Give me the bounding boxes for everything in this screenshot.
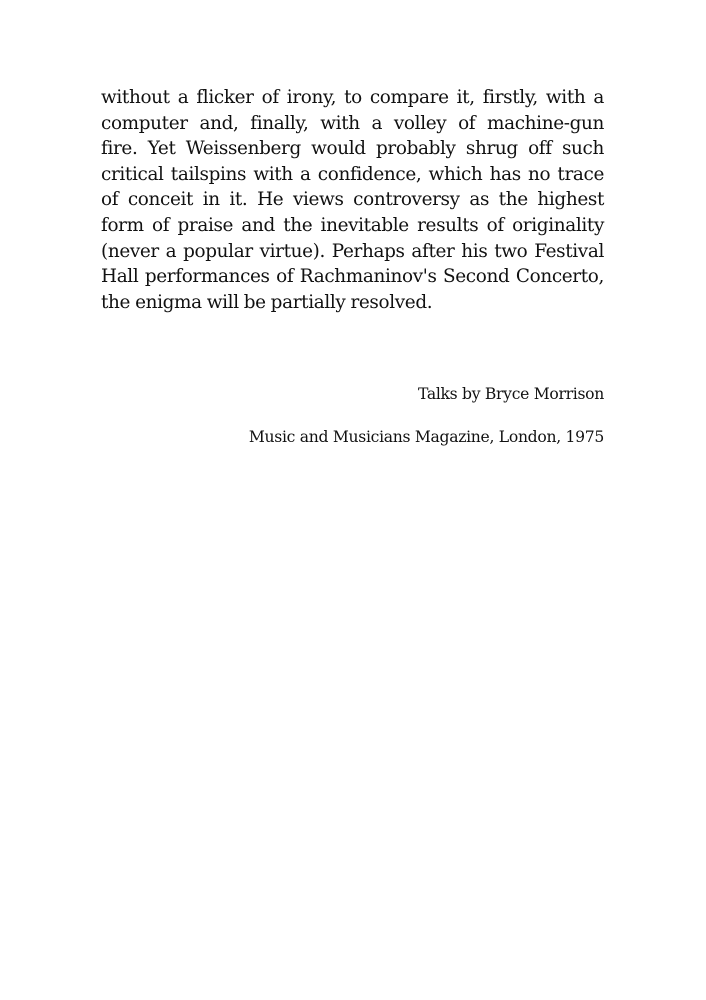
paragraph-line: Hall performances of Rachmaninov's Second Concerto,: [101, 266, 604, 288]
attribution-author: Talks by Bryce Morrison: [417, 385, 604, 403]
attribution-source: Music and Musicians Magazine, London, 1975: [248, 428, 604, 446]
body-paragraph: [101, 85, 604, 315]
paragraph-line: computer and, finally, with a volley of machine-gun: [101, 112, 604, 134]
paragraph-line: fire. Yet Weissenberg would probably shrug off such: [101, 138, 604, 160]
paragraph-line: without a flicker of irony, to compare it, firstly, with a: [101, 87, 604, 108]
paragraph-line: critical tailspins with a confidence, which has no trace: [101, 163, 604, 185]
paragraph-line: (never a popular virtue). Perhaps after his two Festival: [101, 240, 604, 262]
paragraph-line: form of praise and the inevitable results of originality: [101, 214, 604, 236]
paragraph-line: the enigma will be partially resolved.: [101, 291, 433, 313]
paragraph-line: of conceit in it. He views controversy as the highest: [101, 189, 604, 211]
